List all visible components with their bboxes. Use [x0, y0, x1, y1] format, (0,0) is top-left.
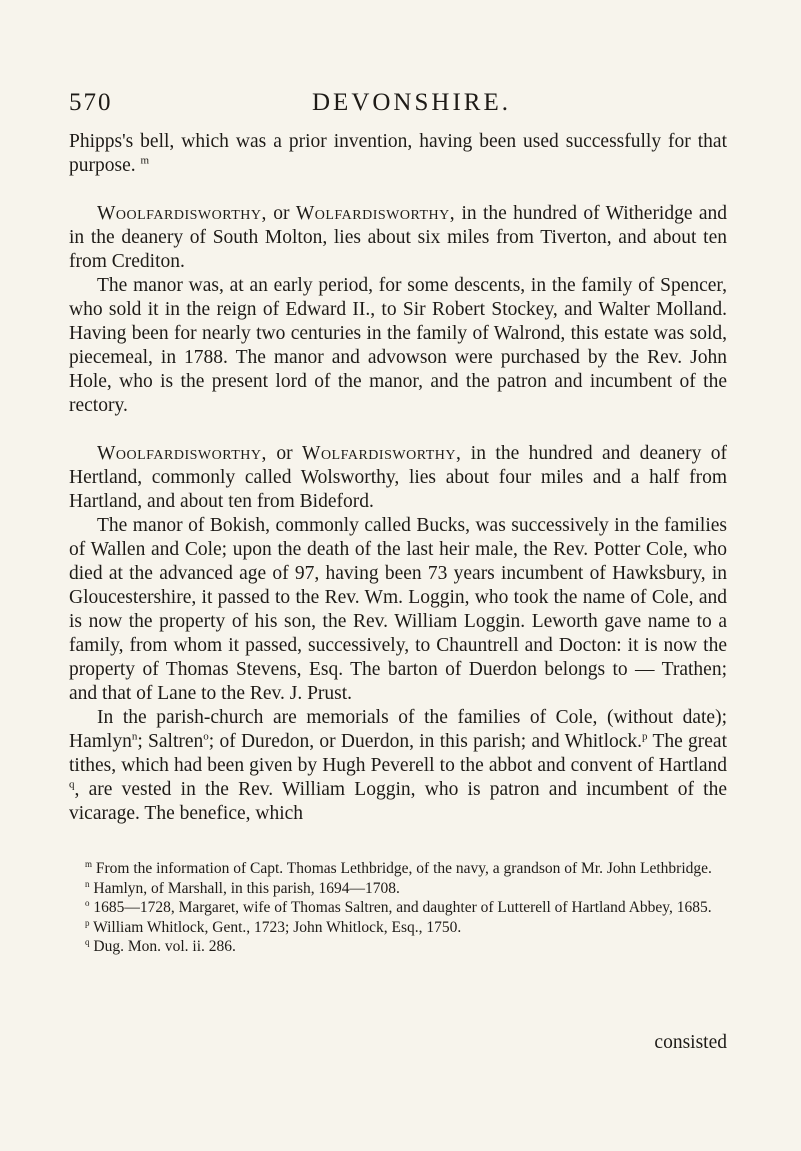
footnote-q: $^q$ Dug. Mon. vol. ii. 286.: [85, 936, 236, 955]
page-number: 570: [69, 89, 113, 116]
paragraph-woolfardisworthy-witheridge: Woolfardisworthy, or Wolfardisworthy, in the hundred of Witheridge and in the deanery of South Molton, lies about six miles from Tiverton, and about ten from Crediton.: [69, 203, 727, 272]
footnote-ref-q: q: [69, 778, 75, 791]
place-name: Woolfardisworthy,: [97, 443, 267, 464]
footnote-o: $^o$ 1685—1728, Margaret, wife of Thomas Saltren, and daughter of Lutterell of Hartland Abbey, 1685.: [85, 897, 712, 916]
footnote-p: $^p$ William Whitlock, Gent., 1723; John Whitlock, Esq., 1750.: [85, 917, 462, 936]
place-name: Woolfardisworthy,: [97, 203, 267, 224]
footnote-ref-o: o: [203, 730, 209, 743]
catchword: consisted: [654, 1032, 727, 1053]
footnote-m: $^m$ From the information of Capt. Thomas Lethbridge, of the navy, a grandson of Mr. John Lethbridge.: [85, 858, 712, 877]
running-title: DEVONSHIRE.: [312, 89, 511, 116]
footnote-ref-n: n: [131, 730, 138, 743]
place-name-alt: Wolfardisworthy,: [302, 443, 462, 464]
place-name-alt: Wolfardisworthy,: [295, 203, 456, 224]
footnote-ref-p: p: [642, 730, 648, 743]
paragraph-phipps-bell: Phipps's bell, which was a prior invention, having been used successfully for that purpose. $^m$: [69, 131, 727, 176]
paragraph-parish-church: In the parish-church are memorials of the families of Cole, (without date); Hamlyn$^n$; Saltren$^o$; of Duredon, or Duerdon, in this parish; and Whitlock.$^p$ The great tithes, which had been given by Hugh Peverell to the abbot and convent of Hartland $^q$, are vested in the Rev. William Loggin, who is patron and incumbent of the vicarage. The benefice, which: [69, 707, 728, 824]
footnote-ref-m: m: [140, 154, 150, 167]
paragraph-bokish-manor: The manor of Bokish, commonly called Bucks, was successively in the families of Wallen and Cole; upon the death of the last heir male, the Rev. Potter Cole, who died at the advanced age of 97, having been 73 years incumbent of Hawksbury, in Gloucestershire, it passed to the Rev. Wm. Loggin, who took the name of Cole, and is now the property of his son, the Rev. William Loggin. Leworth gave name to a family, from whom it passed, successively, to Chauntrell and Docton: it is now the property of Thomas Stevens, Esq. The barton of Duerdon belongs to — Trathen; and that of Lane to the Rev. J. Prust.: [69, 515, 727, 704]
footnotes: [69, 859, 727, 957]
main-text: [69, 130, 727, 826]
paragraph-manor-history: The manor was, at an early period, for some descents, in the family of Spencer, who sold it in the reign of Edward II., to Sir Robert Stockey, and Walter Molland. Having been for nearly two centuries in the family of Walrond, this estate was sold, piecemeal, in 1788. The manor and advowson were purchased by the Rev. John Hole, who is the present lord of the manor, and the patron and incumbent of the rectory.: [69, 275, 727, 416]
paragraph-woolfardisworthy-hertland: Woolfardisworthy, or Wolfardisworthy, in the hundred and deanery of Hertland, commonly called Wolsworthy, lies about four miles and a half from Hartland, and about ten from Bideford.: [69, 443, 728, 512]
footnote-n: $^n$ Hamlyn, of Marshall, in this parish, 1694—1708.: [85, 878, 400, 897]
